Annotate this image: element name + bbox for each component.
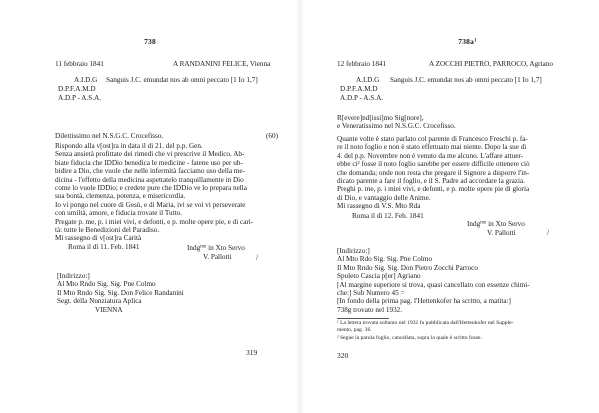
body-line: come lo vuole IDDio; e credete pure che IDDio ve lo prepara nella <box>55 184 247 193</box>
indegno-word: Indg <box>187 244 201 252</box>
body-line: Mi rassegno di V.S. Mto Rda <box>337 202 421 211</box>
page-number: 319 <box>246 348 258 357</box>
letter-date: 12 febbraio 1841 <box>337 60 387 68</box>
salutation <box>337 114 456 131</box>
body-line: Preghi p. me, p. i miei vivi, e defonti, e p. molte opere pie di gloria <box>337 185 530 194</box>
address-line: che:] Sub Numero 45 = <box>337 289 405 298</box>
page-header <box>318 38 599 46</box>
address-line: [Indirizzo:] <box>337 247 370 255</box>
salutation: Dilettissimo nel N.S.G.C. Crocefisso. <box>55 132 164 140</box>
footnotes <box>337 320 514 342</box>
aidg-heading: A.I.D.G <box>74 76 98 84</box>
address-block <box>57 272 184 314</box>
servo-text: in Xto Servo <box>206 244 245 252</box>
signature-mark: / <box>256 253 259 262</box>
address-line: [Al margine superiore si trova, quasi cancellato con essenze chimi- <box>337 280 530 289</box>
signature: V. Pallotti <box>203 253 232 261</box>
address-city: VIENNA <box>95 305 123 314</box>
body-line: re il noto foglio e non è stato effettuato mai niente. Dopo la sue di <box>337 143 527 152</box>
letter-body <box>337 135 530 211</box>
address-line: Il Mto Rndo Sig. Sig. Don Pietro Zocchi Parroco <box>337 263 478 272</box>
adp-heading: A.D.P - A.S.A. <box>58 94 102 102</box>
place-date: Roma il dì 11. Feb. 1841 <box>68 243 140 251</box>
indegno-superscript: mo <box>480 220 487 226</box>
body-line: tà: tutte le Benedizioni del Paradiso. <box>55 226 160 235</box>
salutation-line: e Veneratissimo nel N.S.G.C. Crocefisso. <box>337 122 456 131</box>
footnote-line: ² Segue la parola foglio, cancellata, sopra la quale è scritto fosse. <box>337 334 482 341</box>
body-line: 4. del p.p. Novembre non è venuto da me alcuno. L'affare attuer- <box>337 151 524 160</box>
body-line: Rispondo alla v[ost]ra in data il di 21. del p.p. Gen. <box>55 142 203 150</box>
adp-heading: A.D.P - A.S.A. <box>340 94 384 102</box>
sanguis-motto: Sanguis J.C. emundat nos ab omni peccato [1 Io 1,7] <box>106 76 258 84</box>
body-line: dicato parente a fare il foglio, e il S. Padre ad accordare la grazia. <box>337 177 525 186</box>
page-number: 320 <box>337 351 349 360</box>
address-line: 738g trovato nel 1932. <box>337 305 403 314</box>
salutation-note: (60) <box>266 132 278 140</box>
page-header: 738 <box>144 37 156 46</box>
closing-servo <box>467 220 525 228</box>
body-line: Senza ansietà profittate dei rimedi che vi prescrive il Medico. Ab- <box>55 150 245 159</box>
body-line: di Dio, e vantaggio delle Anime. <box>337 193 431 202</box>
address-line: [Indirizzo:] <box>57 272 90 280</box>
right-page <box>300 0 599 413</box>
body-line: Io vi pongo nel cuore di Gesù, e di Maria, ivi se voi vi perseverate <box>55 200 246 209</box>
indegno-superscript: mo <box>200 244 207 250</box>
body-line: ebbe ci² fosse il noto foglio sarebbe per essere difficile ottenere ciò <box>337 160 530 169</box>
letter-body <box>55 142 253 243</box>
letter-date: 11 febbraio 1841 <box>55 60 104 68</box>
address-line: [In fondo della prima pag. l'Hettenkofer ha scritto, a matita:] <box>337 297 511 306</box>
footnote-separator <box>337 318 389 319</box>
dpfamd-heading: D.P.F.A.M.D <box>340 85 378 93</box>
body-line: Quante volte è stato parlato col parente di Francesco Freschi p. fa- <box>337 135 528 143</box>
address-line: Al Mto Rdo Sig. Sig. Pne Colmo <box>337 255 433 264</box>
body-line: che domanda; onde non resta che pregare il Signore a disporre l'in- <box>337 168 530 177</box>
body-line: sua bontà, clemenza, potenza, e misericordia. <box>55 192 186 201</box>
indegno-word: Indg <box>467 220 481 228</box>
signature: V. Pallotti <box>487 229 516 237</box>
body-line: Mi rassegno di v[ost]ra Carità <box>55 234 142 243</box>
dpfamd-heading: D.P.F.A.M.D <box>58 85 96 93</box>
signature-mark: / <box>547 228 550 237</box>
address-line: Spoleto Cascia p[er] Agriano <box>337 272 421 281</box>
closing-servo <box>187 244 245 252</box>
header-number: 738a <box>458 37 475 46</box>
letter-recipient: A RANDANINI FELICE, Vienna <box>173 60 271 68</box>
footnote-line: ¹ La lettera trovata soltanto nel 1932 fu pubblicata dall'Hettenkofer nel Supple- <box>337 320 514 326</box>
address-line: Al Mto Rndo Sig. Sig. Pne Colmo <box>57 280 156 289</box>
body-line: biate fiducia che IDDio benedica le medicine - fatene uso per ub- <box>55 158 243 167</box>
body-line: bidire a Dio, che vuole che nelle infermità facciamo uso della me- <box>55 167 245 176</box>
body-line: con umiltà, amore, e fiducia trovate il Tutto. <box>55 209 182 218</box>
footnote-line: mento, pag. 36. <box>337 327 372 334</box>
letter-recipient: A ZOCCHI PIETRO, PARROCO, Agriano <box>429 60 553 68</box>
address-block <box>337 247 530 314</box>
address-line: Il Mto Rndo Sig. Sig. Don Felice Randanini <box>57 288 184 297</box>
aidg-heading: A.I.D.G <box>356 76 380 84</box>
address-line: Segt. della Nunziatura Aplica <box>57 297 142 306</box>
sanguis-motto: Sanguis J.C. emundat nos ab omni peccato [1 Io 1,7] <box>390 76 542 84</box>
body-line: dicina - l'effetto della medicina aspettatelo tranquillamente in Dio <box>55 175 244 184</box>
salutation-line: R[evere]nd[issi]mo Sig[nore], <box>337 114 424 122</box>
place-date: Roma il dì 12. Feb. 1841 <box>352 212 424 220</box>
servo-text: in Xto Servo <box>486 220 525 228</box>
header-footnote-mark: 1 <box>474 38 477 44</box>
body-line: Pregate p. me, p. i miei vivi, e defonti, e p. molte opere pie, e di cari- <box>55 217 254 226</box>
